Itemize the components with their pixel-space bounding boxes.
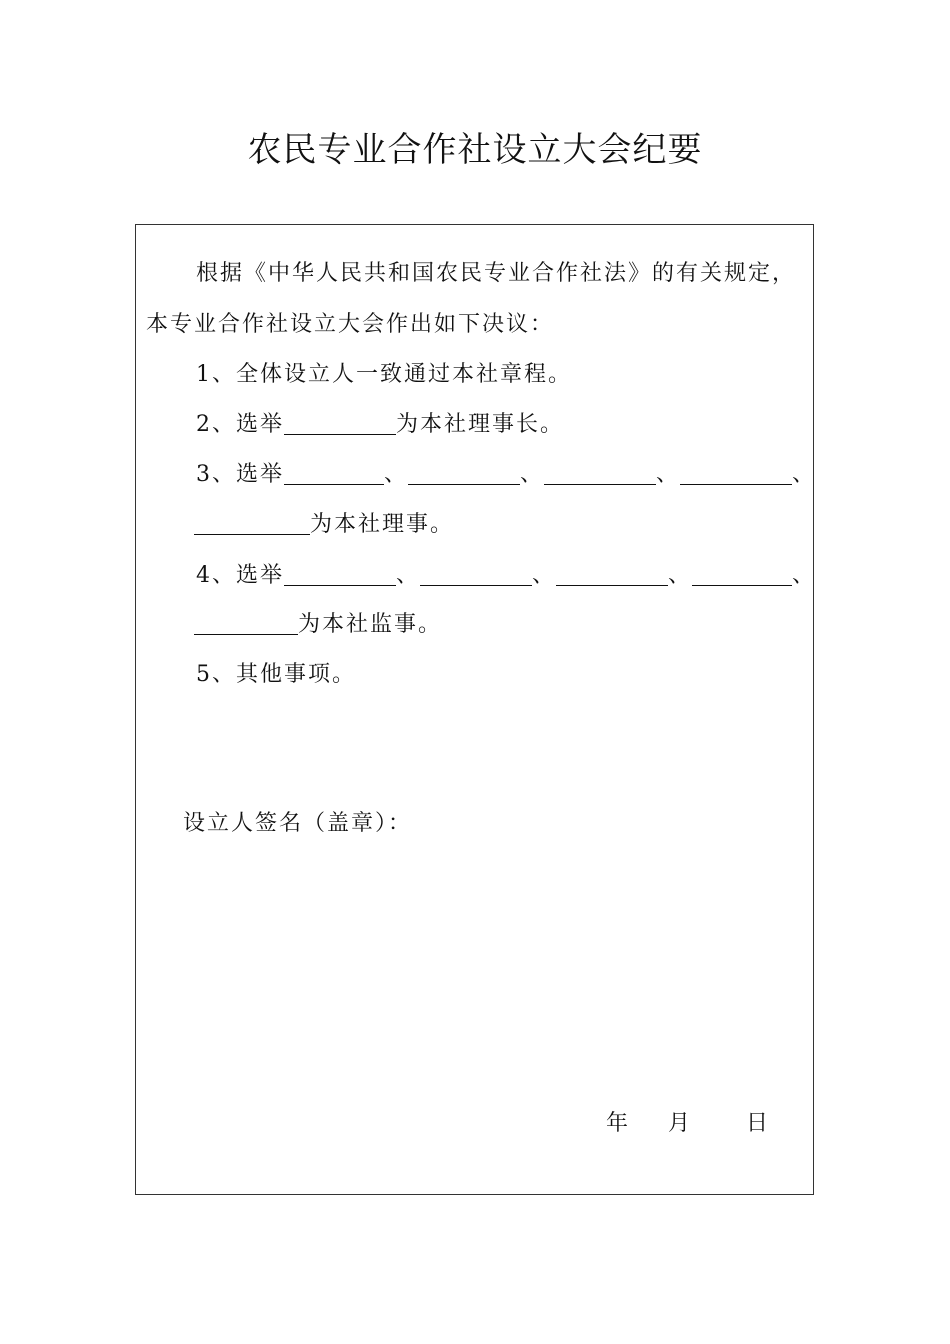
date-month-label: 月: [668, 1111, 691, 1136]
item-4-prefix: 4、选举: [196, 563, 284, 588]
chairman-name-field[interactable]: [284, 408, 396, 435]
item-2-suffix: 为本社理事长。: [396, 412, 565, 437]
supervisor-name-field-3[interactable]: [556, 559, 668, 586]
supervisor-name-field-4[interactable]: [692, 559, 792, 586]
item-3-line-2: [194, 505, 454, 545]
separator: 、: [792, 563, 817, 588]
item-5: 5、其他事项。: [196, 662, 356, 687]
director-name-field-5[interactable]: [194, 508, 310, 535]
intro-line-2: 本专业合作社设立大会作出如下决议：: [146, 312, 555, 337]
date-year-label: 年: [606, 1111, 629, 1136]
separator: 、: [656, 462, 681, 487]
separator: 、: [532, 563, 557, 588]
page-title: 农民专业合作社设立大会纪要: [247, 130, 703, 170]
item-1: 1、全体设立人一致通过本社章程。: [196, 362, 572, 387]
signature-label: 设立人签名（盖章）：: [183, 811, 413, 836]
item-3-line-1: [196, 455, 816, 495]
item-4-line-1: [196, 556, 816, 596]
item-2-prefix: 2、选举: [196, 412, 284, 437]
separator: 、: [384, 462, 409, 487]
supervisor-name-field-5[interactable]: [194, 608, 298, 635]
director-name-field-3[interactable]: [544, 458, 656, 485]
intro-line-1: 根据《中华人民共和国农民专业合作社法》的有关规定，: [196, 261, 797, 286]
item-4-line-2: [194, 605, 442, 645]
item-3-suffix: 为本社理事。: [310, 512, 455, 537]
separator: 、: [396, 563, 421, 588]
supervisor-name-field-2[interactable]: [420, 559, 532, 586]
item-4-suffix: 为本社监事。: [298, 612, 443, 637]
supervisor-name-field-1[interactable]: [284, 559, 396, 586]
separator: 、: [792, 462, 817, 487]
separator: 、: [520, 462, 545, 487]
separator: 、: [668, 563, 693, 588]
date-day-label: 日: [746, 1111, 769, 1136]
director-name-field-2[interactable]: [408, 458, 520, 485]
director-name-field-1[interactable]: [284, 458, 384, 485]
item-3-prefix: 3、选举: [196, 462, 284, 487]
item-2: [196, 405, 564, 445]
director-name-field-4[interactable]: [680, 458, 792, 485]
